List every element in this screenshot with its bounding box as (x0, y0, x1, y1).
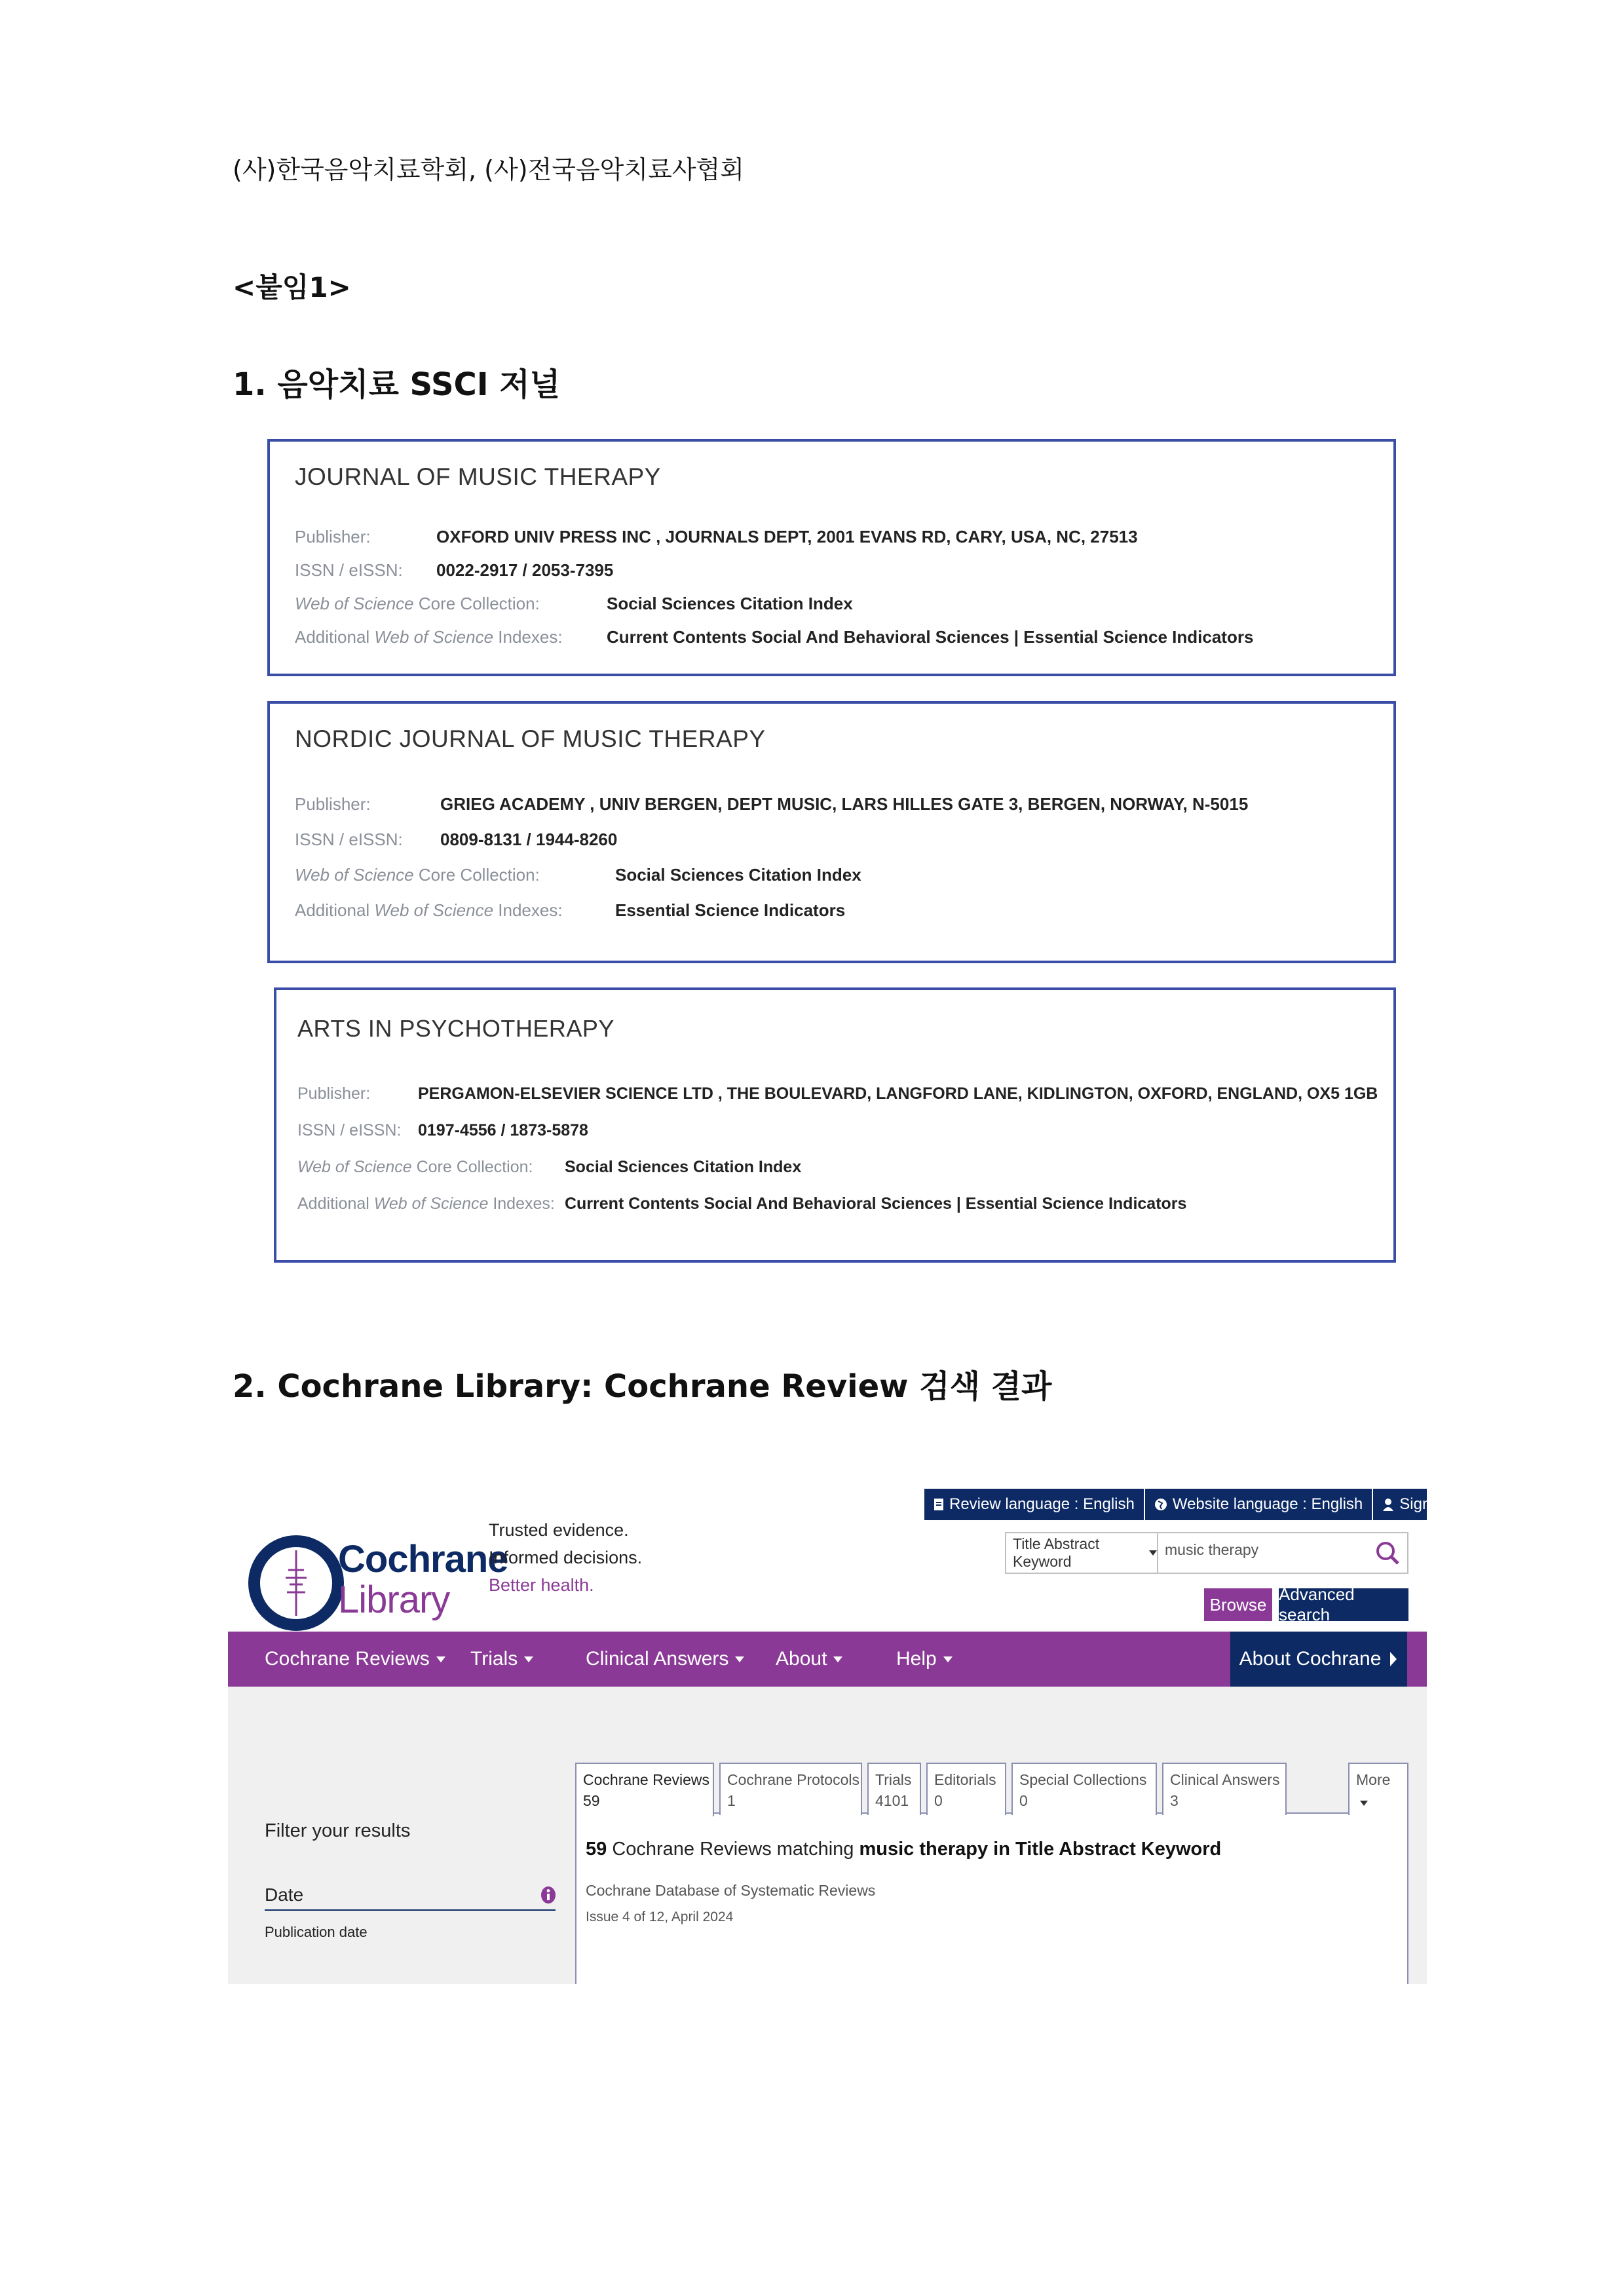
journal-card (267, 439, 1396, 676)
database-name[interactable]: Cochrane Database of Systematic Reviews (586, 1882, 876, 1899)
tab-label: Trials (875, 1771, 912, 1788)
nav-label: Clinical Answers (586, 1648, 729, 1670)
journal-title: JOURNAL OF MUSIC THERAPY (295, 463, 661, 490)
additional-indexes-label: Additional Web of Science Indexes: (295, 900, 563, 920)
publisher-label: Publisher: (295, 794, 371, 814)
publication-date-label: Publication date (265, 1924, 368, 1940)
core-collection-label: Web of Science Core Collection: (295, 865, 540, 885)
publisher-label: Publisher: (295, 527, 371, 546)
nav-label: Trials (470, 1648, 518, 1670)
nav-label: Help (896, 1648, 937, 1670)
nav-help[interactable] (896, 1632, 953, 1687)
core-collection-label: Web of Science Core Collection: (297, 1158, 533, 1176)
tab-count: 0 (934, 1792, 943, 1809)
additional-indexes-value: Current Contents Social And Behavioral Sciences | Essential Science Indicators (607, 627, 1254, 647)
nav-clinical-answers[interactable] (586, 1632, 744, 1687)
website-language-link[interactable] (1145, 1489, 1373, 1520)
tab-count: 1 (727, 1792, 736, 1809)
search-input[interactable]: music therapy (1165, 1541, 1259, 1558)
publisher-label: Publisher: (297, 1084, 371, 1103)
tab-label: More (1356, 1771, 1391, 1788)
browse-button[interactable]: Browse (1204, 1588, 1272, 1621)
tab-count: 4101 (875, 1792, 909, 1809)
review-language-label: Review language : English (949, 1495, 1135, 1513)
tagline-2: Informed decisions. (489, 1548, 643, 1567)
core-collection-value: Social Sciences Citation Index (615, 865, 861, 885)
additional-indexes-value: Essential Science Indicators (615, 900, 846, 920)
date-filter-label[interactable]: Date (265, 1885, 304, 1905)
tab-count: 0 (1019, 1792, 1028, 1809)
advanced-search-button[interactable]: Advanced search (1279, 1588, 1408, 1621)
search-field-select-value: Title Abstract Keyword (1013, 1535, 1100, 1570)
divider (265, 1909, 556, 1911)
cochrane-logo-icon (263, 1537, 329, 1629)
issn-value: 0809-8131 / 1944-8260 (440, 830, 618, 849)
tagline-3: Better health. (489, 1575, 594, 1595)
nav-cochrane-reviews[interactable] (265, 1632, 445, 1687)
result-query: music therapy in Title Abstract Keyword (859, 1839, 1222, 1860)
nav-trials[interactable] (470, 1632, 533, 1687)
tab-label: Editorials (934, 1771, 996, 1788)
tab-cochrane-protocols[interactable] (719, 1763, 862, 1815)
core-collection-label: Web of Science Core Collection: (295, 594, 540, 613)
tab-cochrane-reviews[interactable] (575, 1763, 714, 1816)
issn-value: 0022-2917 / 2053-7395 (436, 560, 614, 580)
additional-indexes-value: Current Contents Social And Behavioral Sciences | Essential Science Indicators (565, 1195, 1187, 1213)
publisher-value: PERGAMON-ELSEVIER SCIENCE LTD , THE BOULEVARD, LANGFORD LANE, KIDLINGTON, OXFORD, ENGLAND, OX5 1GB (418, 1084, 1378, 1103)
tagline-1: Trusted evidence. (489, 1520, 629, 1540)
tab-special-collections[interactable] (1011, 1763, 1157, 1815)
issn-label: ISSN / eISSN: (297, 1121, 402, 1139)
search-icon[interactable] (1373, 1539, 1402, 1567)
tab-editorials[interactable] (926, 1763, 1006, 1815)
user-icon (1382, 1498, 1394, 1511)
logo-word-library: Library (338, 1578, 450, 1621)
tab-label: Cochrane Reviews (583, 1771, 710, 1788)
tab-count: 59 (583, 1792, 600, 1809)
search-bar (1005, 1532, 1408, 1574)
tab-label: Cochrane Protocols (727, 1771, 859, 1788)
tab-more[interactable] (1348, 1763, 1408, 1815)
issn-value: 0197-4556 / 1873-5878 (418, 1121, 588, 1139)
issn-label: ISSN / eISSN: (295, 830, 403, 849)
tab-clinical-answers[interactable] (1162, 1763, 1287, 1815)
additional-indexes-label: Additional Web of Science Indexes: (297, 1195, 555, 1213)
core-collection-value: Social Sciences Citation Index (607, 594, 853, 613)
globe-icon (1154, 1498, 1167, 1511)
journal-title: NORDIC JOURNAL OF MUSIC THERAPY (295, 725, 766, 752)
result-count: 59 (586, 1839, 607, 1860)
website-language-label: Website language : English (1172, 1495, 1363, 1513)
chevron-down-icon (1149, 1550, 1157, 1556)
chevron-down-icon (1360, 1801, 1368, 1806)
filter-title: Filter your results (265, 1820, 411, 1841)
journal-card (274, 987, 1396, 1263)
result-text: Cochrane Reviews matching (607, 1839, 859, 1860)
tab-label: Special Collections (1019, 1771, 1147, 1788)
section-1-heading: 1. 음악치료 SSCI 저널 (233, 366, 561, 403)
logo-word-cochrane: Cochrane (338, 1538, 508, 1580)
result-summary (586, 1839, 1221, 1860)
organization-line: (사)한국음악치료학회, (사)전국음악치료사협회 (233, 155, 744, 184)
info-icon[interactable] (540, 1886, 557, 1904)
journal-card (267, 701, 1396, 963)
chevron-down-icon (524, 1656, 533, 1662)
chevron-down-icon (833, 1656, 842, 1662)
tab-trials[interactable] (867, 1763, 921, 1815)
sign-in-label: Sign In (1399, 1495, 1448, 1513)
cochrane-screenshot (228, 1480, 1448, 1984)
review-language-link[interactable] (924, 1489, 1145, 1520)
nav-about[interactable] (776, 1632, 842, 1687)
document-icon (934, 1498, 944, 1511)
chevron-down-icon (735, 1656, 744, 1662)
tab-count: 3 (1170, 1792, 1179, 1809)
about-cochrane-button[interactable] (1230, 1632, 1407, 1687)
chevron-down-icon (943, 1656, 953, 1662)
core-collection-value: Social Sciences Citation Index (565, 1158, 802, 1176)
additional-indexes-label: Additional Web of Science Indexes: (295, 627, 563, 647)
issn-label: ISSN / eISSN: (295, 560, 403, 580)
chevron-right-icon (1389, 1651, 1398, 1668)
issue-info: Issue 4 of 12, April 2024 (586, 1909, 734, 1924)
attachment-label: <붙임1> (233, 271, 351, 303)
nav-label: About (776, 1648, 827, 1670)
tab-label: Clinical Answers (1170, 1771, 1280, 1788)
publisher-value: OXFORD UNIV PRESS INC , JOURNALS DEPT, 2001 EVANS RD, CARY, USA, NC, 27513 (436, 527, 1138, 546)
about-cochrane-label: About Cochrane (1239, 1648, 1382, 1670)
utility-bar (924, 1489, 1448, 1520)
section-2-heading: 2. Cochrane Library: Cochrane Review 검색 결과 (233, 1368, 1052, 1405)
search-field-select[interactable] (1006, 1533, 1158, 1573)
journal-title: ARTS IN PSYCHOTHERAPY (297, 1015, 614, 1042)
publisher-value: GRIEG ACADEMY , UNIV BERGEN, DEPT MUSIC, LARS HILLES GATE 3, BERGEN, NORWAY, N-5015 (440, 794, 1249, 814)
chevron-down-icon (436, 1656, 445, 1662)
sign-in-link[interactable] (1373, 1489, 1458, 1520)
nav-label: Cochrane Reviews (265, 1648, 430, 1670)
